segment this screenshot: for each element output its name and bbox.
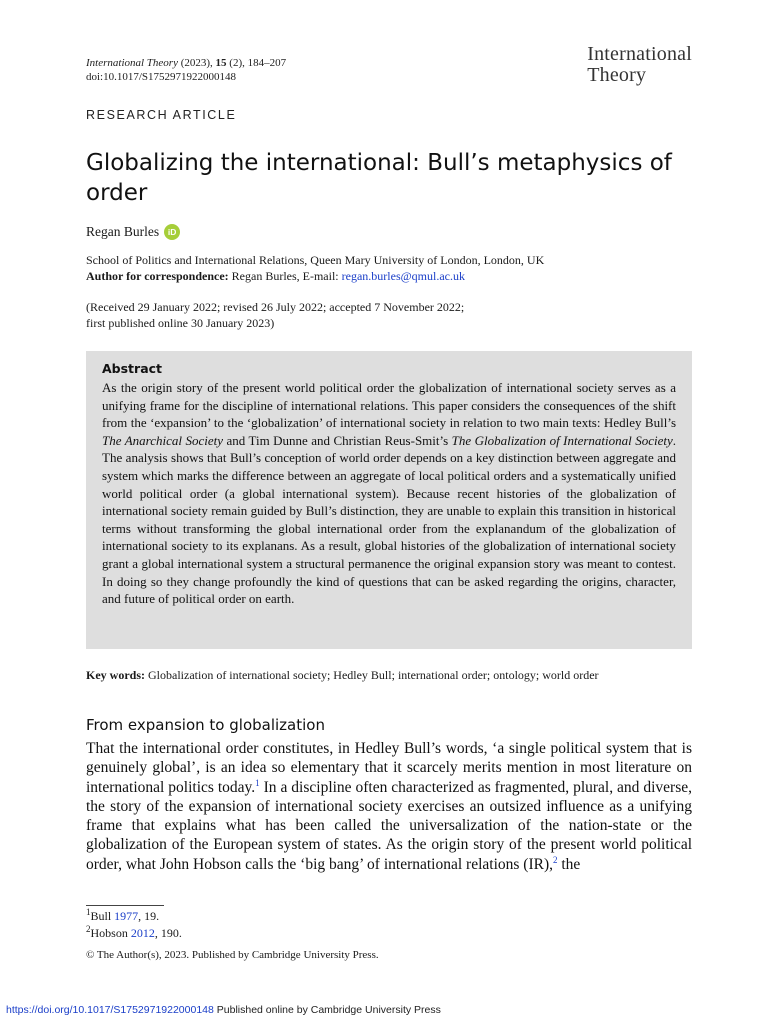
body-text-1: That the international order constitutes, in Hedley Bull’s words, ‘a single political system that is genuinely global’, is an idea so elementary that it scarcely merits mention in most literature on international politics today.	[86, 740, 692, 796]
dates-line-1: (Received 29 January 2022; revised 26 July 2022; accepted 7 November 2022;	[86, 300, 465, 314]
logo-line-1: International	[587, 43, 692, 65]
book-title-globalization: The Globalization of International Society	[451, 432, 673, 448]
citation-link[interactable]: 1977	[114, 909, 139, 923]
copyright: © The Author(s), 2023. Published by Cambridge University Press.	[86, 949, 379, 961]
affiliation-block	[86, 252, 706, 284]
logo-line-2: Theory	[587, 64, 647, 86]
dates-line-2: first published online 30 January 2023)	[86, 316, 275, 330]
abstract-part-3: . The analysis shows that Bull’s conception of world order depends on a key distinction between aggregate and system which marks the difference between an aggregate of local political orders and a systematically unified world political order (a global international system). Because recent histories of the globalization of international society remain guided by Bull’s distinction, they are unable to explain this transition in historical terms without transforming the global international order from the explanandum of the globalization of international society to its explanans. As a result, global histories of the globalization of international society grant a global international system a structural permanence the original expansion story was meant to contest. In doing so they change profoundly the kind of questions that can be asked regarding the origins, character, and future of political order on earth.	[102, 432, 676, 607]
article-title: Globalizing the international: Bull’s metaphysics of order	[86, 150, 672, 206]
published-note: Published online by Cambridge University Press	[213, 1004, 441, 1016]
footnote-1	[86, 909, 159, 924]
abstract-part-1: As the origin story of the present world political order the globalization of international society serves as a unifying frame for the discipline of international relations. This paper considers the consequences of the shift from the ‘expansion’ to the ‘globalization’ of international society in relation to two main texts: Hedley Bull’s	[102, 380, 676, 431]
footnote-ref-2[interactable]: 2	[552, 854, 558, 865]
footnote-marker: 1	[86, 907, 91, 917]
abstract-part-2: and Tim Dunne and Christian Reus-Smit’s	[223, 432, 452, 448]
keywords	[86, 668, 706, 683]
correspondence	[86, 268, 706, 284]
affiliation: School of Politics and International Relations, Queen Mary University of London, London, UK	[86, 253, 545, 267]
publication-dates	[86, 299, 706, 331]
journal-issue-pages: (2), 184–207	[226, 57, 287, 69]
footnote-text: , 19.	[138, 909, 160, 923]
footnote-divider	[86, 905, 164, 906]
journal-name: International Theory	[86, 57, 178, 69]
section-heading: From expansion to globalization	[86, 716, 325, 734]
body-text-2: In a discipline often characterized as fragmented, plural, and diverse, the story of the expansion of international society exercises an outsized influence as a unifying frame that explains what has been called the universalization of the nation-state or the globalization of the European system of states. As the origin story of the present world political order, what John Hobson calls the ‘big bang’ of international relations (IR),	[86, 778, 693, 873]
page-footer	[6, 1004, 441, 1016]
footnote-text: Bull	[90, 909, 115, 923]
journal-volume: 15	[215, 57, 227, 69]
orcid-icon[interactable]: iD	[164, 224, 180, 240]
abstract-heading: Abstract	[102, 361, 163, 376]
author-name[interactable]: Regan Burles	[86, 224, 160, 239]
doi-line: doi:10.1017/S1752971922000148	[86, 71, 237, 83]
article-type: RESEARCH ARTICLE	[86, 108, 237, 122]
email-link[interactable]: regan.burles@qmul.ac.uk	[341, 269, 465, 283]
journal-logo	[587, 44, 692, 86]
citation-link[interactable]: 2012	[130, 926, 155, 940]
correspondence-label: Author for correspondence:	[86, 269, 229, 283]
footnote-marker: 2	[86, 924, 91, 934]
journal-citation	[86, 56, 286, 70]
doi-url-link[interactable]: https://doi.org/10.1017/S1752971922000148	[6, 1004, 214, 1016]
keywords-label: Key words:	[86, 668, 145, 682]
footnote-ref-1[interactable]: 1	[255, 777, 260, 788]
footnote-text: , 190.	[154, 926, 182, 940]
footnote-2	[86, 926, 182, 941]
keywords-text: Globalization of international society; Hedley Bull; international order; ontology; world order	[145, 668, 599, 682]
journal-year: (2023),	[177, 57, 216, 69]
author-line	[86, 224, 180, 240]
book-title-anarchical-society: The Anarchical Society	[102, 432, 224, 448]
correspondence-text: Regan Burles, E-mail:	[228, 269, 342, 283]
body-paragraph	[86, 739, 692, 874]
body-text-3: the	[557, 855, 581, 873]
footnote-text: Hobson	[90, 926, 131, 940]
abstract-text	[102, 379, 676, 608]
